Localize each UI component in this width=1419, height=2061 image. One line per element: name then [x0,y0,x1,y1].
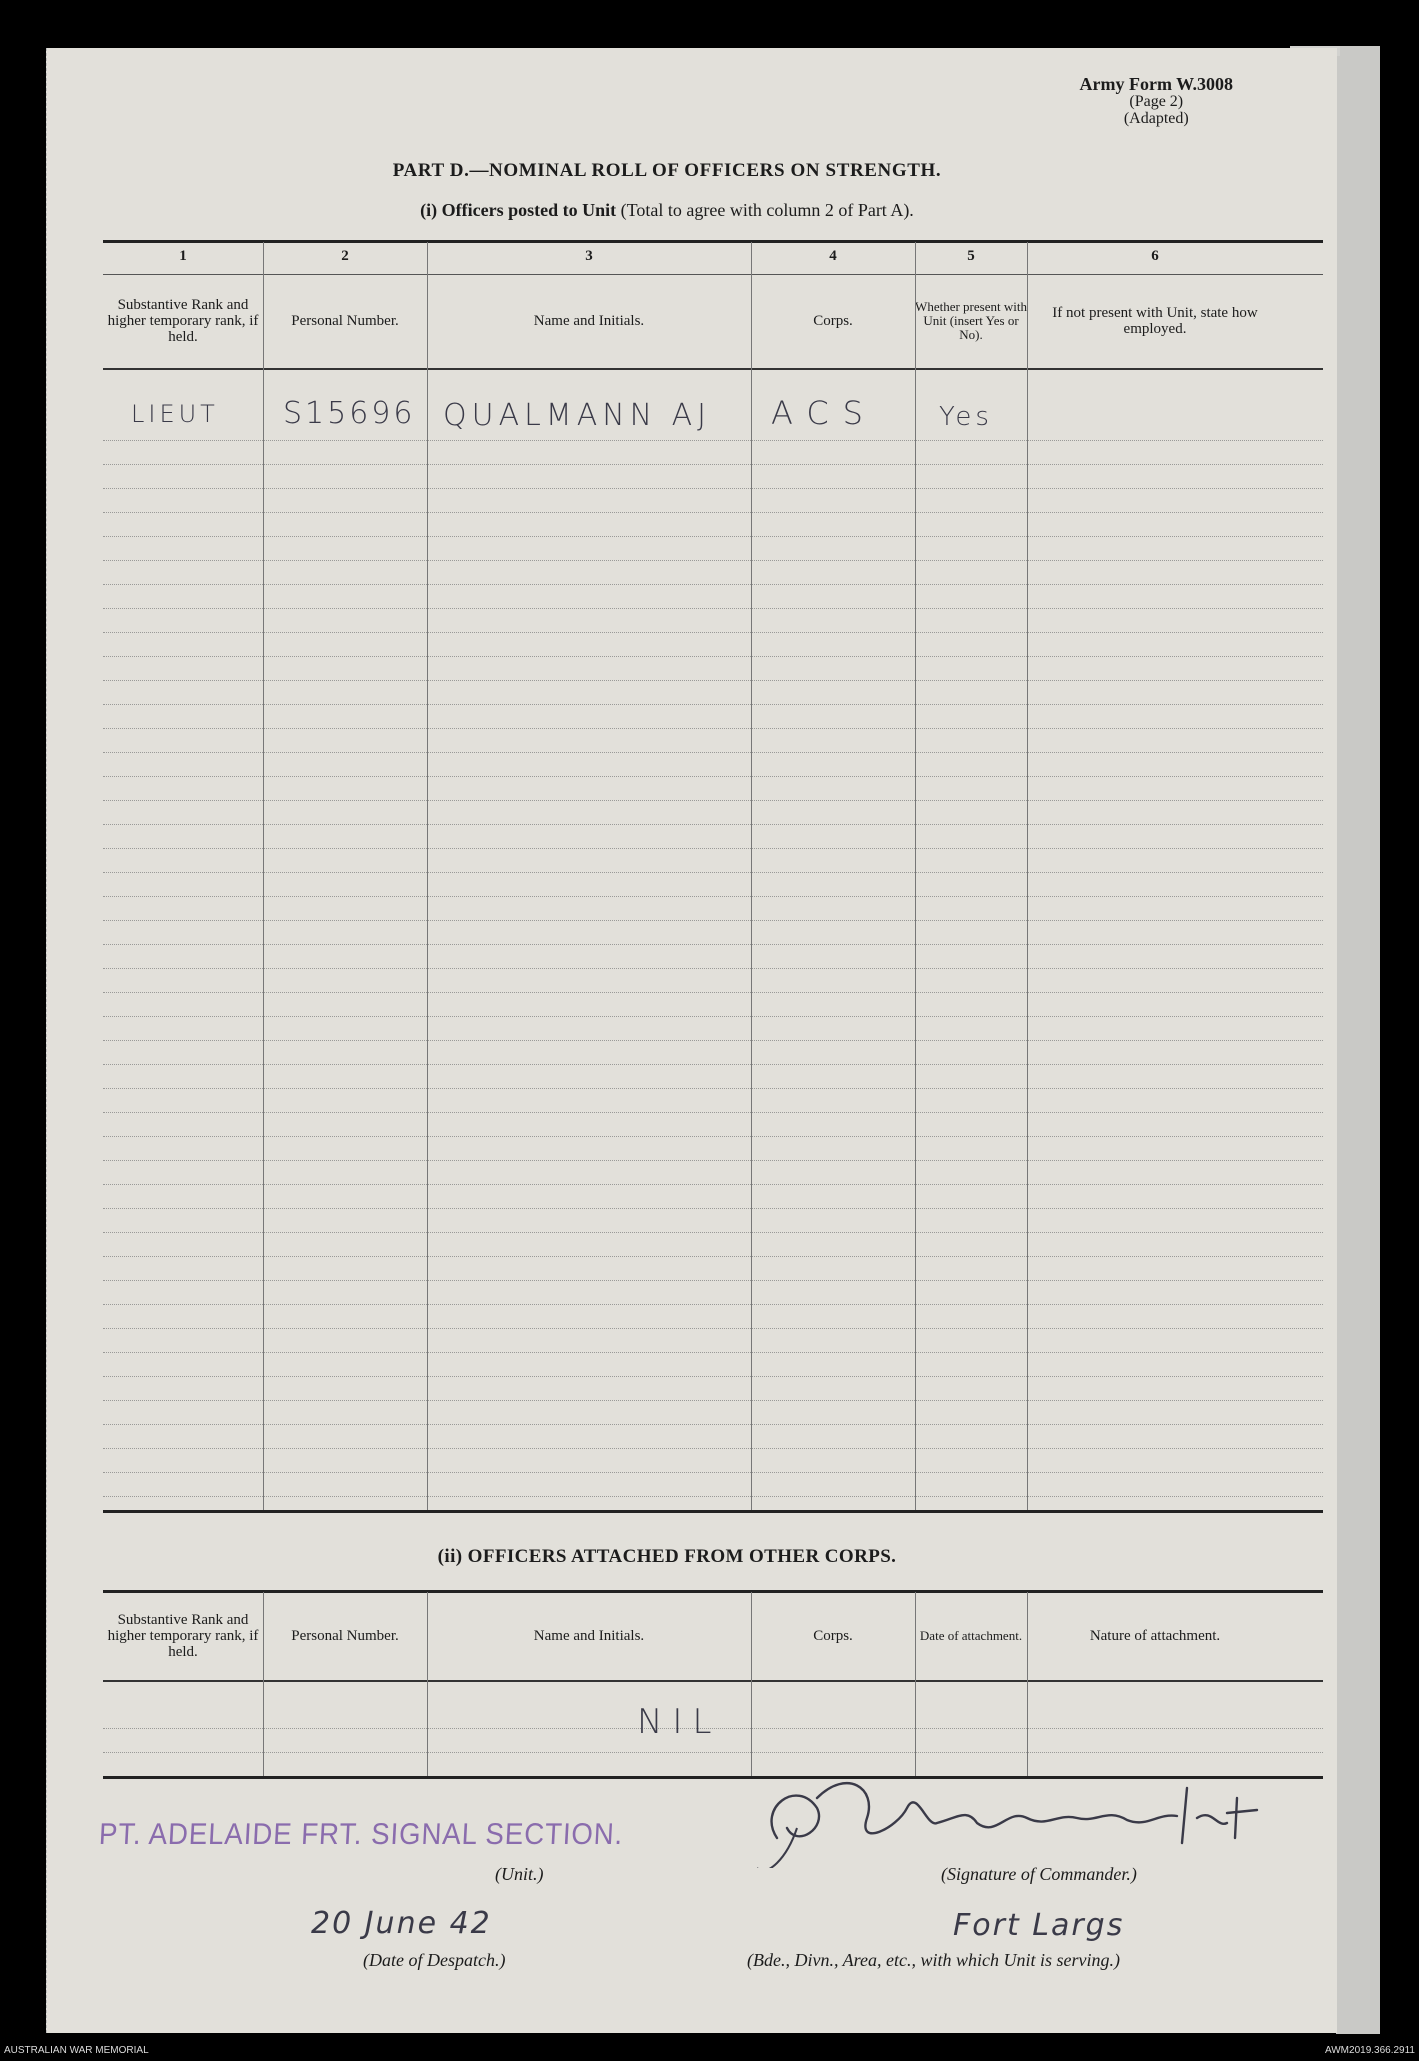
ruled-line [103,1088,1323,1089]
despatch-date: 20 June 42 [311,1906,492,1941]
ruled-line [103,680,1323,681]
signature-caption: (Signature of Commander.) [941,1864,1137,1884]
header-name: Name and Initials. [533,1628,645,1644]
ruled-line [103,992,1323,993]
header-bottom-rule [103,1680,1323,1682]
form-title: Army Form W.3008 [1079,74,1233,94]
table-bottom-rule [103,1510,1323,1513]
header-nature-attachment: Nature of attachment. [1089,1628,1221,1644]
unit-stamp: PT. ADELAIDE FRT. SIGNAL SECTION. [98,1818,625,1851]
header-corps: Corps. [813,313,853,329]
ruled-line [103,584,1323,585]
ruled-line [103,1376,1323,1377]
ruled-line [103,656,1323,657]
page-edge [1336,46,1380,2034]
ruled-line [103,1016,1323,1017]
form-page [46,48,1337,2033]
column-number-2: 2 [341,248,349,264]
form-identifier [1080,76,1233,127]
header-rank: Substantive Rank and higher temporary rank, if held. [107,297,259,345]
entry-rank: LIEUT [131,400,219,428]
ruled-line [103,704,1323,705]
commander-signature [757,1768,1277,1868]
column-number-3: 3 [585,248,593,264]
column-divider [751,242,752,1510]
ruled-line [103,1424,1323,1425]
ruled-line [103,920,1323,921]
column-divider [1027,1592,1028,1776]
credit-right: AWM2019.366.2911 [1324,2045,1415,2056]
ruled-line [103,776,1323,777]
ruled-line [103,1400,1323,1401]
column-number-6: 6 [1151,248,1159,264]
ruled-line [103,848,1323,849]
column-number-4: 4 [829,248,837,264]
ruled-line [103,608,1323,609]
table-top-rule [103,1590,1323,1593]
ruled-line [103,968,1323,969]
ruled-line [103,464,1323,465]
column-divider [263,1592,264,1776]
header-date-attachment: Date of attachment. [919,1628,1023,1643]
ruled-line [103,872,1323,873]
ruled-line [103,440,1323,441]
location-value: Fort Largs [953,1908,1125,1943]
entry-corps: ACS [771,394,877,432]
ruled-line [103,1352,1323,1353]
column-number-rule [103,274,1323,275]
column-divider [751,1592,752,1776]
unit-caption: (Unit.) [495,1864,544,1884]
ruled-line [103,752,1323,753]
ruled-line [103,800,1323,801]
location-caption: (Bde., Divn., Area, etc., with which Unit is serving.) [747,1950,1120,1970]
header-rank: Substantive Rank and higher temporary rank, if held. [107,1612,259,1660]
entry-personal-number: S15696 [283,396,416,431]
column-number-1: 1 [179,248,187,264]
part-d-subtitle-rest: (Total to agree with column 2 of Part A). [616,200,914,220]
ruled-line [103,1208,1323,1209]
entry-present: Yes [939,402,993,432]
part-d-subtitle-bold: (i) Officers posted to Unit [420,200,617,220]
ruled-line [103,1752,1323,1753]
column-divider [1027,242,1028,1510]
ruled-line [103,1256,1323,1257]
ruled-line [103,728,1323,729]
ruled-line [103,488,1323,489]
ruled-line [103,1304,1323,1305]
part-d-subtitle [47,200,1287,221]
column-divider [263,242,264,1510]
ruled-line [103,1160,1323,1161]
column-divider [915,1592,916,1776]
ruled-line [103,512,1323,513]
ruled-line [103,632,1323,633]
despatch-date-caption: (Date of Despatch.) [363,1950,506,1970]
ruled-line [103,1064,1323,1065]
entry-nil: NIL [637,1702,722,1742]
table-top-rule [103,240,1323,243]
header-present: Whether present with Unit (insert Yes or No). [915,299,1027,342]
ruled-line [103,1232,1323,1233]
ruled-line [103,1136,1323,1137]
header-name: Name and Initials. [533,313,645,329]
column-number-5: 5 [967,248,975,264]
ruled-line [103,1184,1323,1185]
ruled-line [103,1040,1323,1041]
ruled-line [103,560,1323,561]
header-bottom-rule [103,368,1323,370]
ruled-line [103,1280,1323,1281]
ruled-line [103,1328,1323,1329]
ruled-line [103,536,1323,537]
ruled-line [103,1112,1323,1113]
ruled-line [103,1448,1323,1449]
credit-left: AUSTRALIAN WAR MEMORIAL [4,2045,149,2056]
column-divider [427,1592,428,1776]
ruled-line [103,824,1323,825]
column-divider [427,242,428,1510]
header-personal-number: Personal Number. [291,1628,399,1644]
ruled-line [103,1496,1323,1497]
part-d-title: PART D.—NOMINAL ROLL OF OFFICERS ON STRENGTH. [392,160,942,181]
header-corps: Corps. [813,1628,853,1644]
ruled-line [103,1472,1323,1473]
ruled-line [103,944,1323,945]
column-divider [915,242,916,1510]
entry-name: QUALMANN AJ [443,398,712,433]
ruled-line [103,896,1323,897]
form-page-number: (Page 2) [1129,93,1184,110]
form-adapted-note: (Adapted) [1123,110,1189,127]
header-employment: If not present with Unit, state how employed. [1052,305,1258,337]
part-ii-title: (ii) OFFICERS ATTACHED FROM OTHER CORPS. [437,1546,897,1567]
header-personal-number: Personal Number. [291,313,399,329]
